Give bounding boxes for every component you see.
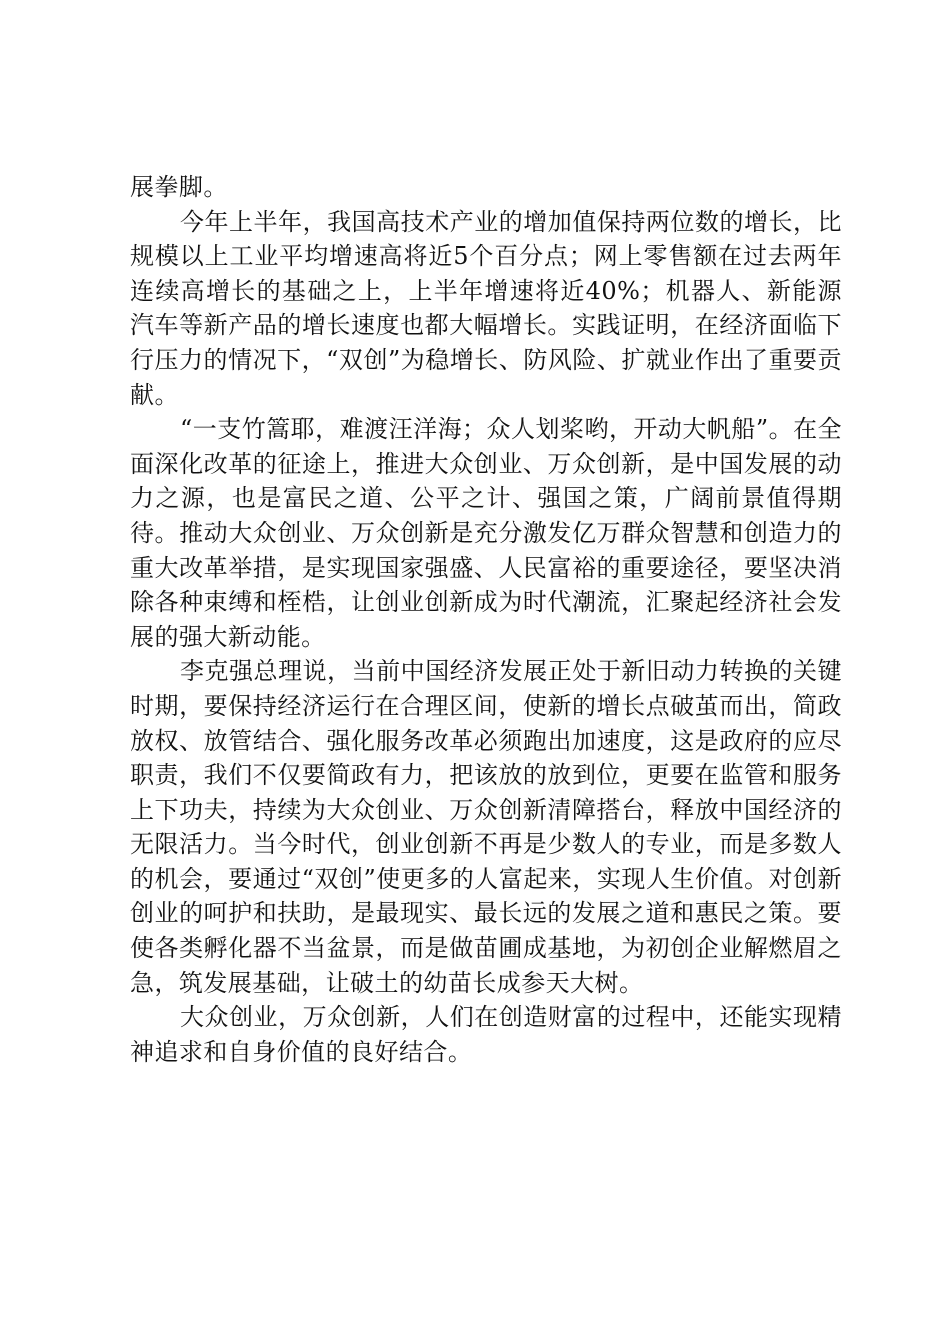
paragraph-high-tech-growth: 今年上半年，我国高技术产业的增加值保持两位数的增长，比规模以上工业平均增速高将近5个百分点；网上零售额在过去两年连续高增长的基础之上，上半年增速将近40%；机器人、新能源汽车等新产品的增长速度也都大幅增长。实践证明，在经济面临下行压力的情况下，“双创”为稳增长、防风险、扩就业作出了重要贡献。 xyxy=(130,207,842,409)
paragraph-conclusion: 大众创业，万众创新，人们在创造财富的过程中，还能实现精神追求和自身价值的良好结合。 xyxy=(130,1003,842,1066)
document-body xyxy=(130,170,842,1069)
paragraph-mass-entrepreneurship: “一支竹篙耶，难渡汪洋海；众人划桨哟，开动大帆船”。在全面深化改革的征途上，推进大众创业、万众创新，是中国发展的动力之源，也是富民之道、公平之计、强国之策，广阔前景值得期待。推动大众创业、万众创新是充分激发亿万群众智慧和创造力的重大改革举措，是实现国家强盛、人民富裕的重要途径，要坚决消除各种束缚和桎梏，让创业创新成为时代潮流，汇聚起经济社会发展的强大新动能。 xyxy=(130,415,842,651)
paragraph-premier-remarks: 李克强总理说，当前中国经济发展正处于新旧动力转换的关键时期，要保持经济运行在合理区间，使新的增长点破茧而出，简政放权、放管结合、强化服务改革必须跑出加速度，这是政府的应尽职责，我们不仅要简政有力，把该放的放到位，更要在监管和服务上下功夫，持续为大众创业、万众创新清障搭台，释放中国经济的无限活力。当今时代，创业创新不再是少数人的专业，而是多数人的机会，要通过“双创”使更多的人富起来，实现人生价值。对创新创业的呵护和扶助，是最现实、最长远的发展之道和惠民之策。要使各类孵化器不当盆景，而是做苗圃成基地，为初创企业解燃眉之急，筑发展基础，让破土的幼苗长成参天大树。 xyxy=(130,657,842,997)
paragraph-continuation: 展拳脚。 xyxy=(130,173,228,201)
